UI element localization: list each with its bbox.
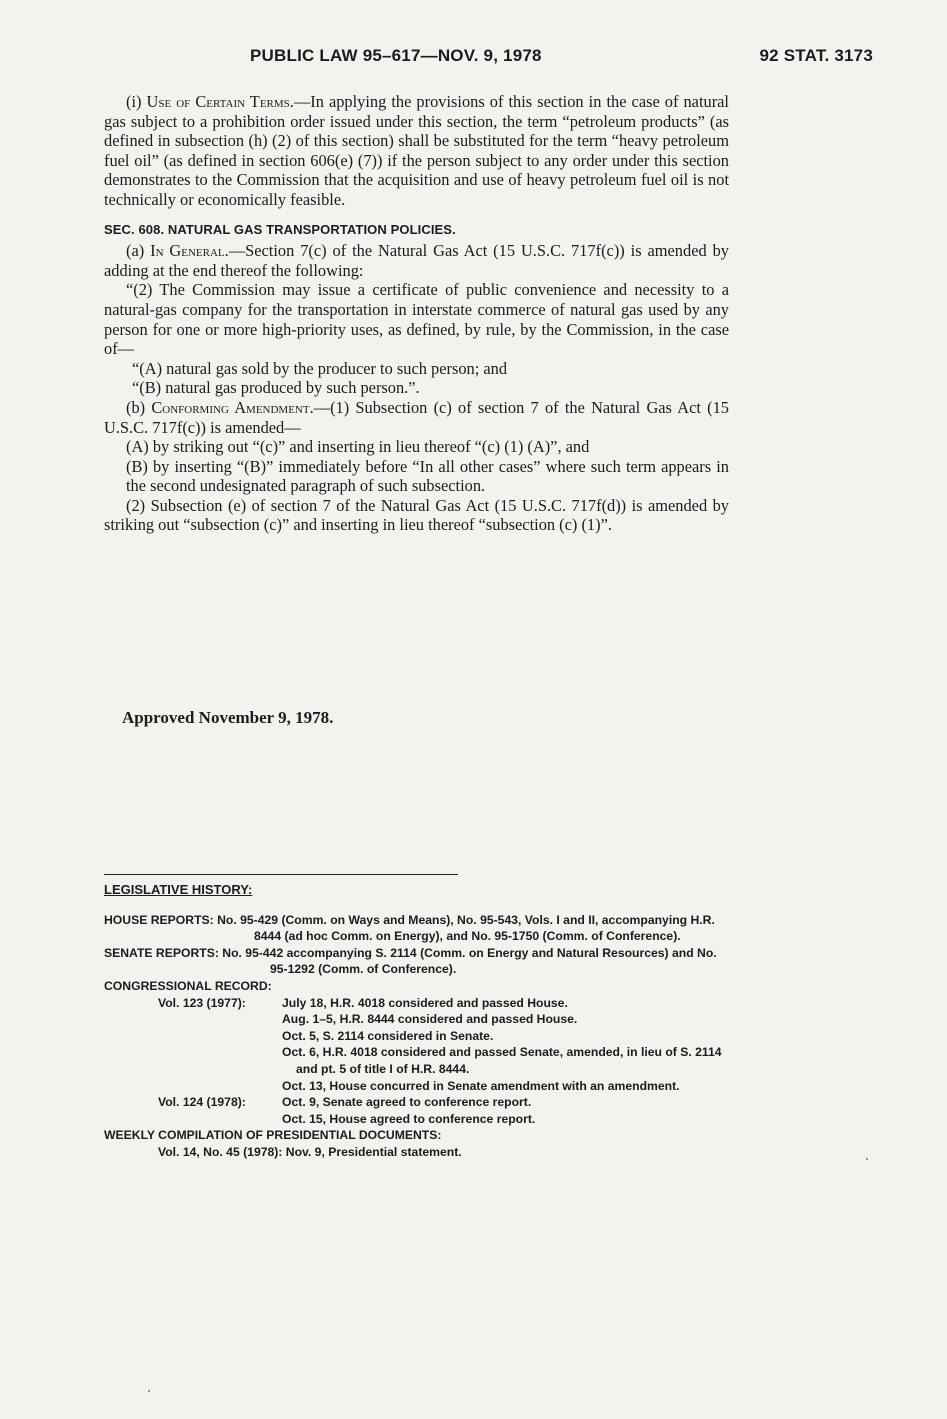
record-entry: Oct. 5, S. 2114 considered in Senate. — [282, 1028, 494, 1043]
clause-b-1-a: (A) by striking out “(c)” and inserting in lieu thereof “(c) (1) (A)”, and — [126, 437, 590, 457]
record-entry: Oct. 15, House agreed to conference report. — [282, 1111, 536, 1126]
section-608-heading: SEC. 608. NATURAL GAS TRANSPORTATION POLICIES. — [104, 221, 456, 237]
house-reports: HOUSE REPORTS: No. 95-429 (Comm. on Ways and Means), No. 95-543, Vols. I and II, accompanying H.R. 8444 (ad hoc Comm. on Energy), and No. 95-1750 (Comm. of Conference). — [104, 912, 715, 944]
record-entry: Oct. 9, Senate agreed to conference report. — [282, 1095, 532, 1110]
divider-rule — [104, 874, 458, 875]
scan-speck — [148, 1390, 150, 1392]
quoted-clause-b: “(B) natural gas produced by such person.”. — [132, 378, 420, 398]
legislative-history — [104, 882, 734, 1161]
quoted-paragraph-2: “(2) The Commission may issue a certificate of public convenience and necessity to a natural-gas company for the transportation in interstate commerce of natural gas used by any person for one or more high-priority uses, as defined, by rule, by the Commission, in the case of— — [104, 280, 729, 359]
weekly-compilation-entry: Vol. 14, No. 45 (1978): Nov. 9, Presidential statement. — [158, 1144, 462, 1159]
record-vol-124-items — [282, 1094, 734, 1127]
subsection-b: (b) Conforming Amendment.—(1) Subsection (c) of section 7 of the Natural Gas Act (15 U.S.C. 717f(c)) is amended— — [104, 397, 729, 437]
record-vol-123 — [158, 995, 734, 1095]
record-vol-123-label: Vol. 123 (1977): — [158, 995, 246, 1010]
subsection-a-heading: In General. — [150, 241, 229, 261]
record-entry: Oct. 13, House concurred in Senate amendment with an amendment. — [282, 1078, 680, 1093]
legislative-history-title: LEGISLATIVE HISTORY: — [104, 882, 253, 897]
weekly-compilation-label: WEEKLY COMPILATION OF PRESIDENTIAL DOCUMENTS: — [104, 1128, 442, 1143]
record-vol-123-items — [282, 995, 734, 1095]
law-body — [104, 92, 729, 535]
record-entry: Aug. 1–5, H.R. 8444 considered and passed House. — [282, 1012, 578, 1027]
record-vol-124 — [158, 1094, 734, 1127]
subsection-i-text: —In applying the provisions of this section in the case of natural gas subject to a prohibition order issued under this section, the term “petroleum products” (as defined in subsection (h) (2) of this section) shall be substituted for the term “heavy petroleum fuel oil” (as defined in section 606(e) (7)) if the person subject to any order under this section demonstrates to the Commission that the acquisition and use of heavy petroleum fuel oil is not technically or economically feasible. — [104, 92, 729, 209]
quoted-clause-a: “(A) natural gas sold by the producer to such person; and — [132, 358, 508, 378]
record-entry: July 18, H.R. 4018 considered and passed House. — [282, 995, 568, 1010]
statute-page-number: 92 STAT. 3173 — [759, 46, 873, 65]
subsection-b-heading: Conforming Amendment. — [151, 397, 314, 417]
subsection-a: (a) In General.—Section 7(c) of the Natural Gas Act (15 U.S.C. 717f(c)) is amended by adding at the end thereof the following: — [104, 241, 729, 280]
congressional-record-label: CONGRESSIONAL RECORD: — [104, 978, 272, 993]
scan-speck — [866, 1158, 868, 1160]
approval-date: Approved November 9, 1978. — [122, 708, 334, 727]
clause-b-1-b: (B) by inserting “(B)” immediately before “In all other cases” where such term appears in the second undesignated paragraph of such subsection. — [126, 456, 729, 496]
senate-reports: SENATE REPORTS: No. 95-442 accompanying S. 2114 (Comm. on Energy and Natural Resources) and No. 95-1292 (Comm. of Conference). — [104, 945, 717, 977]
public-law-title: PUBLIC LAW 95–617—NOV. 9, 1978 — [250, 46, 542, 65]
record-vol-124-label: Vol. 124 (1978): — [158, 1095, 246, 1110]
subsection-i-heading: Use of Certain Terms. — [146, 92, 294, 111]
record-entry: Oct. 6, H.R. 4018 considered and passed Senate, amended, in lieu of S. 2114 and pt. 5 of title I of H.R. 8444. — [282, 1045, 722, 1076]
subsection-i: (i) Use of Certain Terms.—In applying the provisions of this section in the case of natural gas subject to a prohibition order issued under this section, the term “petroleum products” (as defined in subsection (h) (2) of this section) shall be substituted for the term “heavy petroleum fuel oil” (as defined in section 606(e) (7)) if the person subject to any order under this section demonstrates to the Commission that the acquisition and use of heavy petroleum fuel oil is not technically or economically feasible. — [104, 92, 729, 209]
page-header — [0, 46, 947, 70]
clause-b-2: (2) Subsection (e) of section 7 of the Natural Gas Act (15 U.S.C. 717f(d)) is amended by striking out “subsection (c)” and inserting in lieu thereof “subsection (c) (1)”. — [104, 495, 729, 535]
